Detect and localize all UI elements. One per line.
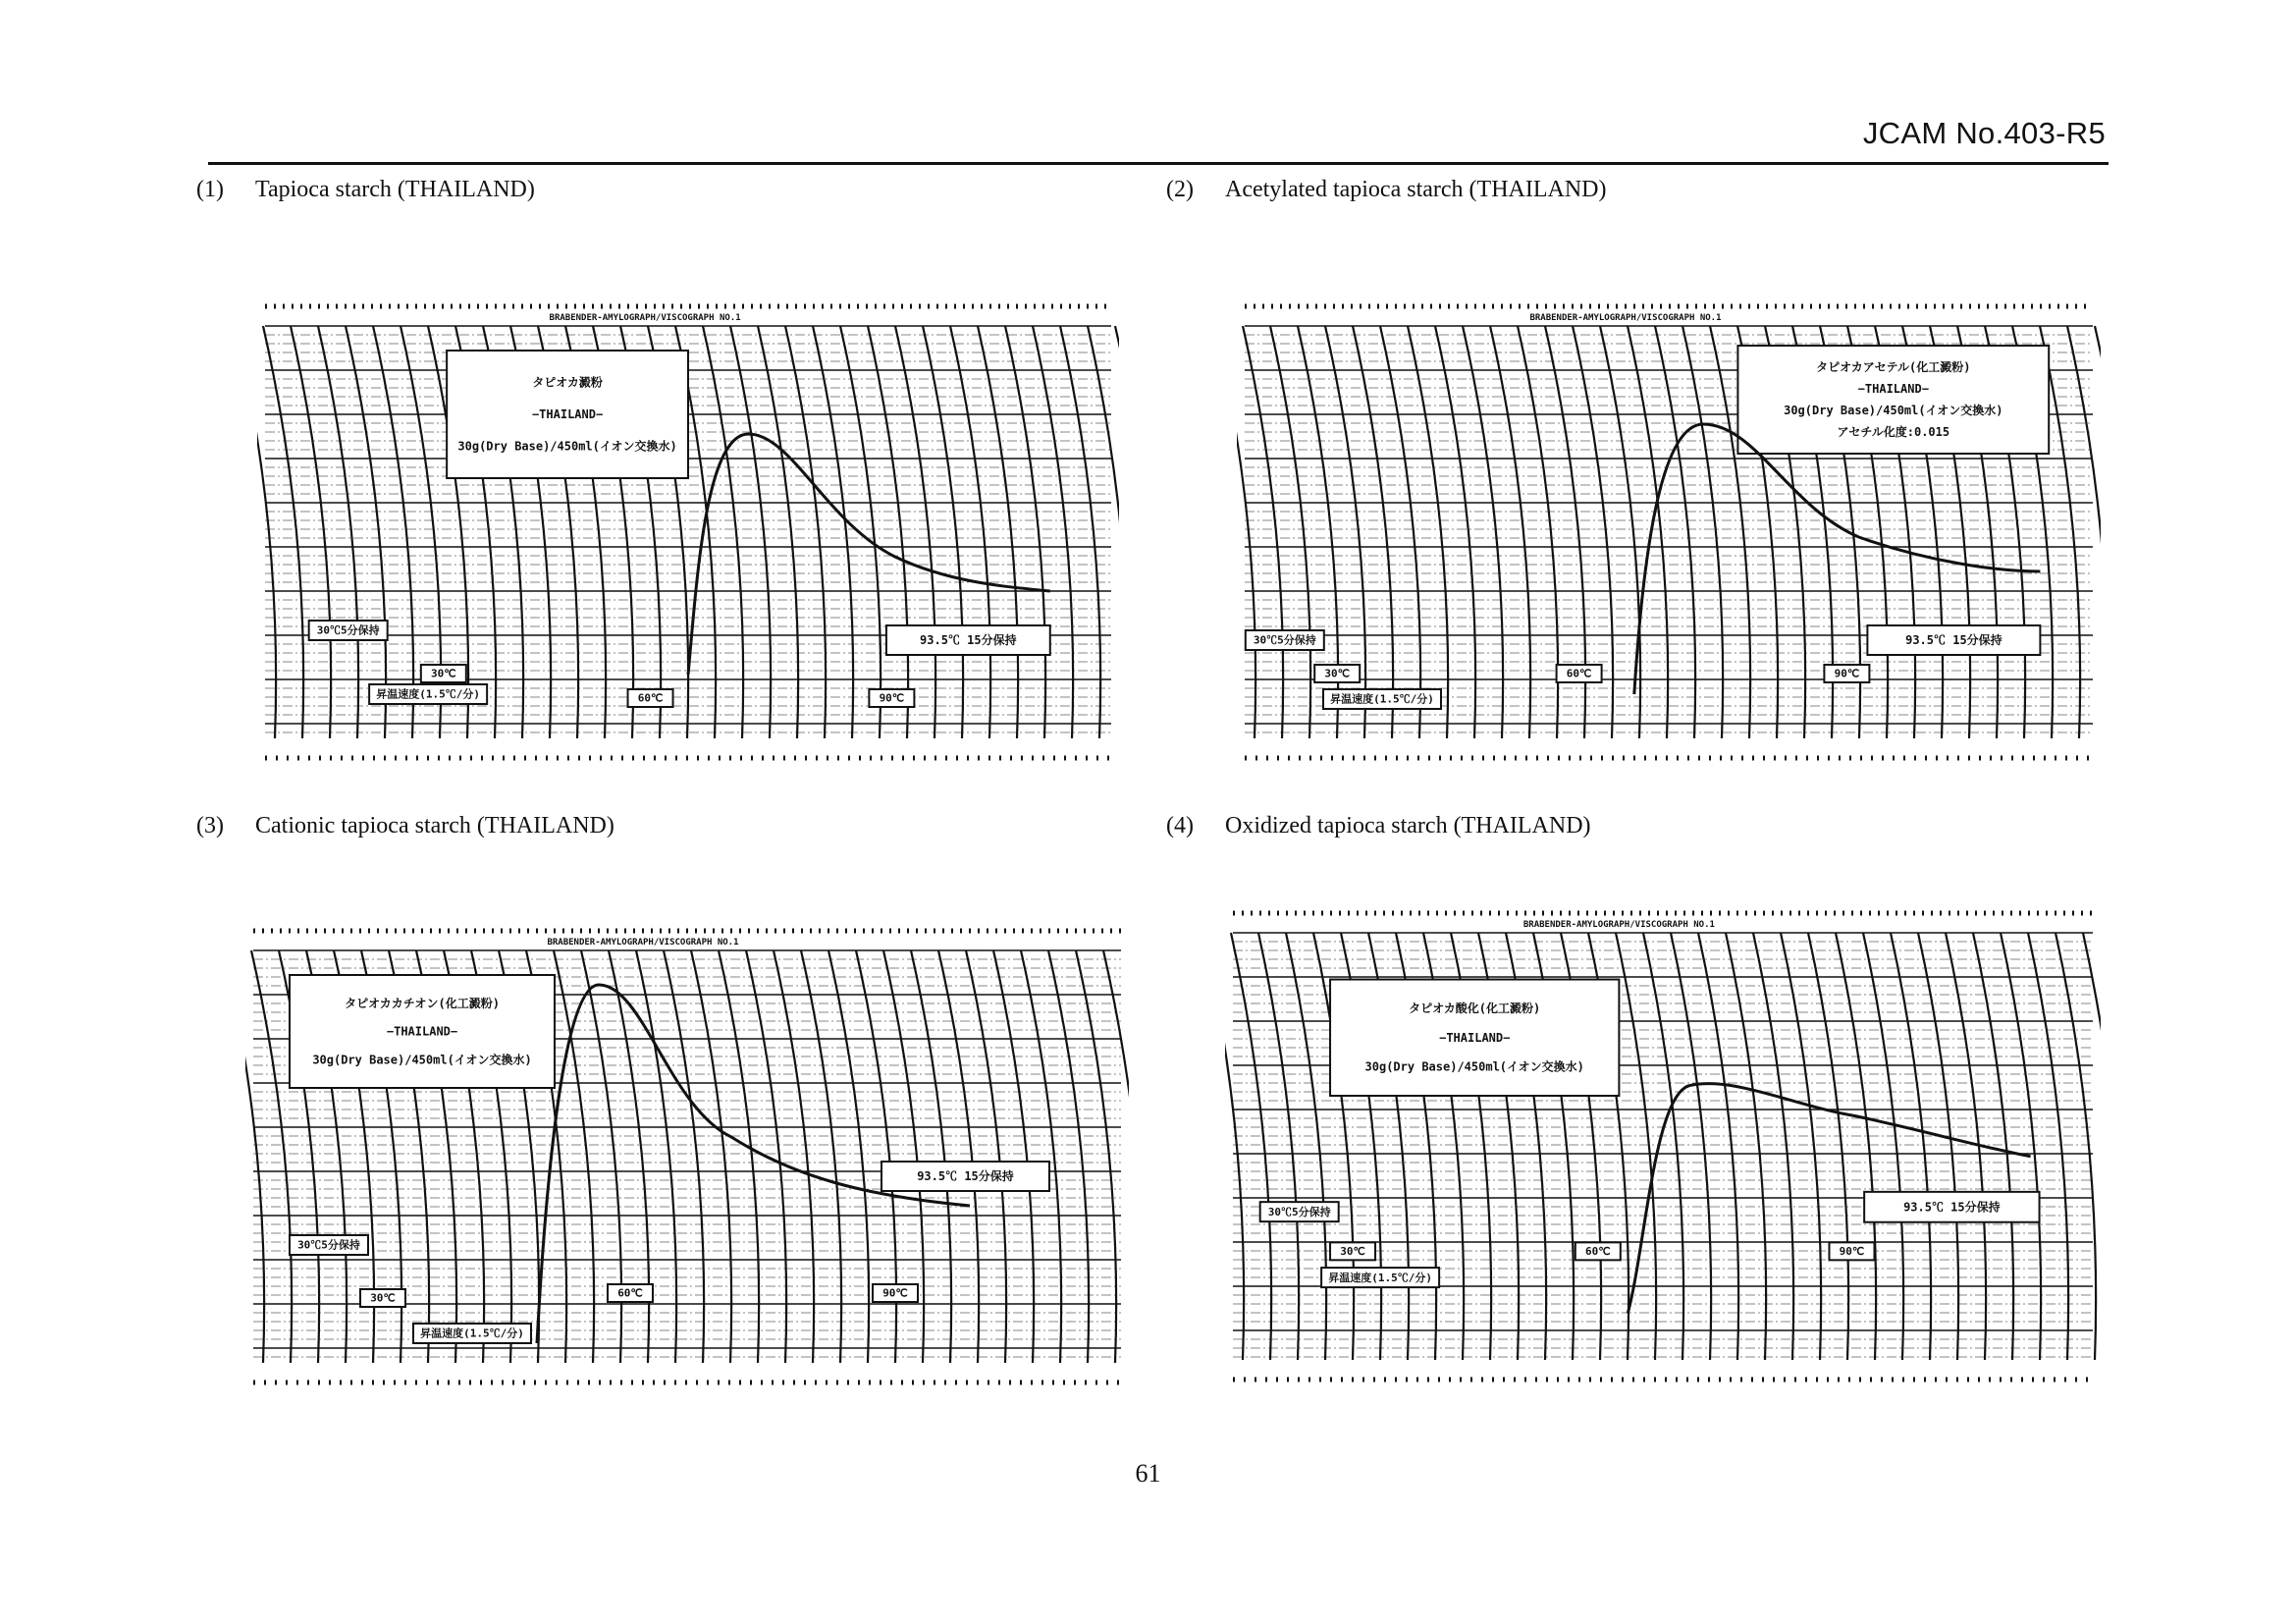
chart-svg	[1237, 287, 2101, 778]
svg-text:昇温速度(1.5℃/分): 昇温速度(1.5℃/分)	[1328, 1271, 1432, 1284]
svg-text:60℃: 60℃	[1566, 667, 1592, 680]
hold-30-label	[290, 1235, 368, 1255]
figure-2-number: (2)	[1166, 177, 1194, 202]
amylograph-chart-3	[245, 911, 1129, 1402]
svg-text:30℃: 30℃	[370, 1291, 396, 1305]
instrument-header: BRABENDER-AMYLOGRAPH/VISCOGRAPH NO.1	[1529, 313, 1722, 323]
svg-text:60℃: 60℃	[637, 691, 664, 705]
temp-30-label	[421, 665, 466, 682]
sample-label-box	[290, 975, 555, 1088]
svg-text:タピオカ澱粉: タピオカ澱粉	[532, 375, 603, 390]
amylograph-chart-2	[1237, 287, 2101, 778]
heating-rate-label	[1321, 1268, 1439, 1287]
page-number: 61	[1135, 1459, 1161, 1488]
temp-30-label	[1314, 665, 1360, 682]
svg-text:30g(Dry Base)/450ml(イオン交換水): 30g(Dry Base)/450ml(イオン交換水)	[1364, 1059, 1584, 1074]
svg-text:60℃: 60℃	[617, 1286, 643, 1300]
hold-30-label	[1246, 630, 1324, 650]
svg-text:30g(Dry Base)/450ml(イオン交換水): 30g(Dry Base)/450ml(イオン交換水)	[457, 439, 677, 454]
svg-text:90℃: 90℃	[1834, 667, 1860, 680]
temp-60-label	[1557, 665, 1602, 682]
svg-text:30℃5分保持: 30℃5分保持	[1267, 1205, 1331, 1218]
svg-text:−THAILAND−: −THAILAND−	[386, 1024, 458, 1039]
hold-93-5-label	[1867, 625, 2040, 655]
svg-text:30℃5分保持: 30℃5分保持	[1253, 633, 1316, 647]
figure-3-caption	[196, 813, 614, 839]
figure-4-title: Oxidized tapioca starch (THAILAND)	[1225, 813, 1591, 839]
temp-90-label	[869, 689, 914, 707]
svg-text:30g(Dry Base)/450ml(イオン交換水): 30g(Dry Base)/450ml(イオン交換水)	[1784, 404, 2003, 417]
figure-4-number: (4)	[1166, 813, 1194, 839]
amylograph-chart-1	[257, 287, 1119, 778]
svg-text:93.5℃ 15分保持: 93.5℃ 15分保持	[1905, 633, 2002, 647]
svg-text:30℃: 30℃	[1324, 667, 1351, 680]
instrument-header: BRABENDER-AMYLOGRAPH/VISCOGRAPH NO.1	[1522, 920, 1715, 930]
svg-text:タピオカ酸化(化工澱粉): タピオカ酸化(化工澱粉)	[1409, 1001, 1541, 1016]
hold-93-5-label	[886, 625, 1050, 655]
amylograph-chart-4	[1225, 893, 2101, 1399]
figure-2-caption	[1166, 177, 1607, 203]
temp-60-label	[628, 689, 673, 707]
svg-text:30℃: 30℃	[431, 667, 456, 680]
document-code: JCAM No.403-R5	[1862, 116, 2106, 150]
temp-30-label	[360, 1289, 405, 1307]
svg-text:昇温速度(1.5℃/分): 昇温速度(1.5℃/分)	[420, 1326, 524, 1340]
svg-text:30℃: 30℃	[1340, 1245, 1365, 1259]
svg-text:−THAILAND−: −THAILAND−	[1439, 1030, 1511, 1045]
figure-3-number: (3)	[196, 813, 224, 839]
svg-text:93.5℃ 15分保持: 93.5℃ 15分保持	[920, 633, 1017, 647]
svg-text:93.5℃ 15分保持: 93.5℃ 15分保持	[917, 1169, 1014, 1183]
temp-60-label	[1575, 1242, 1621, 1260]
svg-text:90℃: 90℃	[1839, 1245, 1865, 1259]
svg-text:アセチル化度:0.015: アセチル化度:0.015	[1837, 425, 1950, 439]
sample-label-box	[1330, 980, 1619, 1096]
figure-1-title: Tapioca starch (THAILAND)	[255, 177, 535, 202]
temp-30-label	[1330, 1242, 1375, 1260]
figure-1-number: (1)	[196, 177, 224, 202]
sample-label-box	[447, 351, 688, 478]
svg-text:昇温速度(1.5℃/分): 昇温速度(1.5℃/分)	[376, 687, 481, 701]
svg-text:30℃5分保持: 30℃5分保持	[316, 623, 380, 637]
temp-90-label	[1829, 1242, 1874, 1260]
svg-text:30℃5分保持: 30℃5分保持	[297, 1238, 360, 1252]
chart-svg	[257, 287, 1119, 778]
hold-93-5-label	[1864, 1192, 2039, 1222]
instrument-header: BRABENDER-AMYLOGRAPH/VISCOGRAPH NO.1	[547, 938, 739, 947]
svg-text:タピオカアセテル(化工澱粉): タピオカアセテル(化工澱粉)	[1816, 360, 1971, 374]
heating-rate-label	[369, 684, 487, 704]
hold-30-label	[1260, 1202, 1339, 1221]
svg-text:90℃: 90℃	[882, 1286, 908, 1300]
header-rule	[208, 162, 2109, 165]
figure-2-title: Acetylated tapioca starch (THAILAND)	[1225, 177, 1607, 202]
chart-svg	[1225, 893, 2101, 1399]
figure-3-title: Cationic tapioca starch (THAILAND)	[255, 813, 614, 839]
figure-1-caption	[196, 177, 535, 203]
temp-90-label	[1824, 665, 1869, 682]
svg-text:−THAILAND−: −THAILAND−	[531, 407, 604, 421]
svg-text:タピオカカチオン(化工澱粉): タピオカカチオン(化工澱粉)	[345, 996, 500, 1010]
svg-text:93.5℃ 15分保持: 93.5℃ 15分保持	[1903, 1200, 2001, 1215]
svg-text:−THAILAND−: −THAILAND−	[1857, 382, 1929, 396]
sample-label-box	[1737, 346, 2049, 454]
svg-text:30g(Dry Base)/450ml(イオン交換水): 30g(Dry Base)/450ml(イオン交換水)	[312, 1053, 532, 1067]
hold-30-label	[309, 621, 388, 640]
svg-text:90℃: 90℃	[879, 691, 905, 705]
hold-93-5-label	[881, 1162, 1049, 1191]
figure-4-caption	[1166, 813, 1591, 839]
chart-svg	[245, 911, 1129, 1402]
heating-rate-label	[413, 1324, 531, 1343]
instrument-header: BRABENDER-AMYLOGRAPH/VISCOGRAPH NO.1	[549, 313, 741, 323]
heating-rate-label	[1323, 689, 1441, 709]
temp-90-label	[873, 1284, 918, 1302]
temp-60-label	[608, 1284, 653, 1302]
svg-text:60℃: 60℃	[1584, 1245, 1611, 1259]
svg-text:昇温速度(1.5℃/分): 昇温速度(1.5℃/分)	[1330, 692, 1434, 706]
